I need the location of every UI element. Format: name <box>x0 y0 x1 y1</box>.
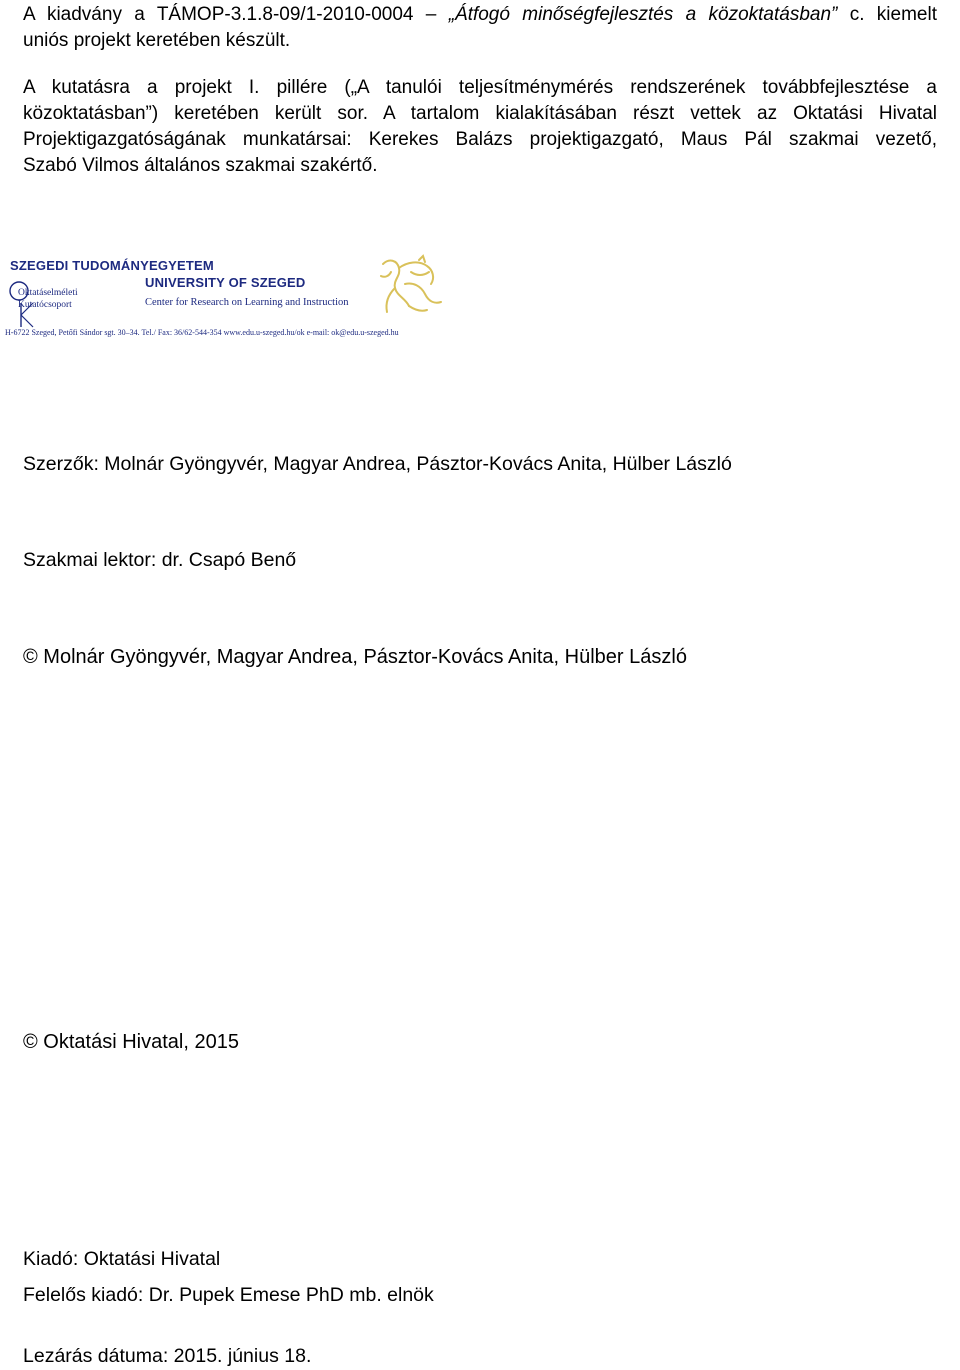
copyright-office-line: © Oktatási Hivatal, 2015 <box>23 1031 239 1053</box>
university-logo <box>5 252 455 344</box>
logo-group-line2: Kutatócsoport <box>18 300 72 310</box>
logo-group-line1: Oktatáselméleti <box>18 288 78 298</box>
closing-date-line: Lezárás dátuma: 2015. június 18. <box>23 1345 312 1367</box>
authors-line: Szerzők: Molnár Gyöngyvér, Magyar Andrea, Pásztor-Kovács Anita, Hülber László <box>23 453 732 475</box>
intro-paragraph-2 <box>23 75 937 179</box>
logo-university-en: UNIVERSITY OF SZEGED <box>145 275 306 290</box>
project-code-text: A kiadvány a TÁMOP-3.1.8-09/1-2010-0004 – <box>23 4 449 25</box>
intro-p2-line3: Projektigazgatóságának munkatársai: Kerekes Balázs projektigazgató, Maus Pál szakmai vezető, <box>23 129 937 150</box>
reviewer-line: Szakmai lektor: dr. Csapó Benő <box>23 549 297 571</box>
intro-p1-line1 <box>23 2 937 28</box>
responsible-publisher-line: Felelős kiadó: Dr. Pupek Emese PhD mb. elnök <box>23 1284 434 1306</box>
publisher-line: Kiadó: Oktatási Hivatal <box>23 1248 221 1270</box>
intro-p2-line2: közoktatásban”) keretében került sor. A tartalom kialakításában részt vettek az Oktatási Hivatal <box>23 103 937 124</box>
intro-p1-line2: uniós projekt keretében készült. <box>23 30 291 51</box>
intro-paragraph-1 <box>23 2 937 54</box>
intro-p2-line1: A kutatásra a projekt I. pillére („A tanulói teljesítménymérés rendszerének továbbfejlesztése a <box>23 77 937 98</box>
intro-p1-suffix: c. kiemelt <box>837 4 937 25</box>
logo-center-name: Center for Research on Learning and Instruction <box>145 297 349 308</box>
logo-university-hu: SZEGEDI TUDOMÁNYEGYETEM <box>10 258 214 273</box>
griffin-emblem-icon <box>375 254 445 318</box>
intro-p2-line4: Szabó Vilmos általános szakmai szakértő. <box>23 155 378 176</box>
logo-address: H-6722 Szeged, Petőfi Sándor sgt. 30–34. Tel./ Fax: 36/62-544-354 www.edu.u-szeged.hu/ok e-mail: ok@edu.u-szeged.hu <box>5 328 399 337</box>
project-title-italic: „Átfogó minőségfejlesztés a közoktatásban” <box>448 4 838 25</box>
copyright-authors-line: © Molnár Gyöngyvér, Magyar Andrea, Pásztor-Kovács Anita, Hülber László <box>23 646 687 668</box>
